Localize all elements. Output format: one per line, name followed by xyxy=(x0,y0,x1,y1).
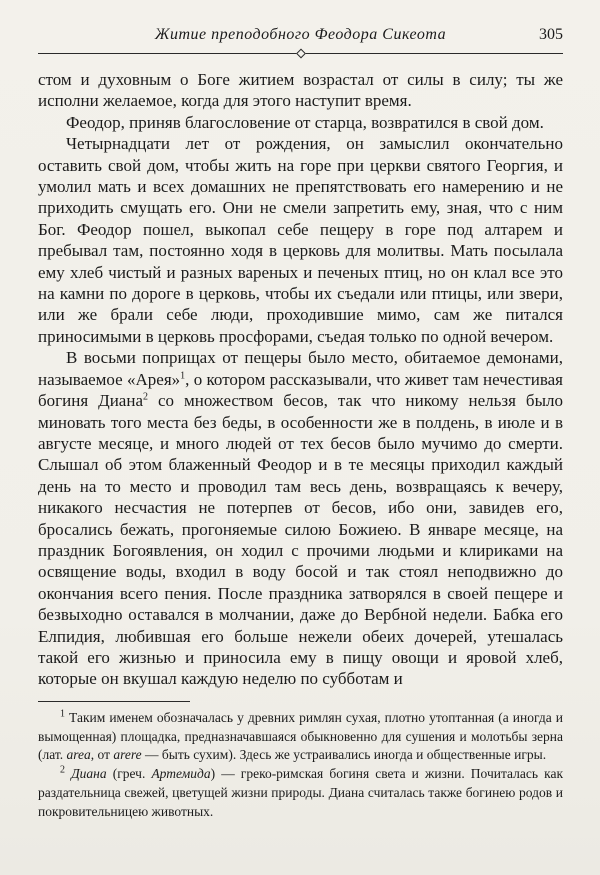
text-segment: (греч. xyxy=(106,766,152,782)
text-segment: Таким именем обозначалась у древних римлян сухая, плотно утоптанная (а иногда и вымощенная) площадка, предназначавшаяся обыкновенно для сушения и молотьбы зерна (лат. xyxy=(38,709,563,763)
header-title: Житие преподобного Феодора Сикеота xyxy=(154,26,447,43)
text-segment: со множеством бесов, так что никому нельзя было миновать того места без беды, в особенности же в полдень, в июле и в августе месяце, и много людей от тех бесов было мучимо до смерти. Слышал об этом блаженный Феодор и в те месяцы приходил каждый день на то место и проводил там весь день, возвращаясь к вечеру, никакого несчастия не потерпев от бесов, ибо они, завидев его, бросались бежать, прогоняемые силою Божиею. В январе месяце, на праздник Богоявления, он ходил с прочими людьми и клириками на освящение воды, входил в воду босой и так стоял неподвижно до окончания всего пения. После праздника затворялся в своей пещере и безвыходно оставался в молчании, даже до Вербной недели. Бабка его Елпидия, любившая его больше нежели обеих дочерей, утешалась такой его жизнью и приносила ему в пищу овощи и яровой хлеб, которые он вкушал каждую неделю по субботам и xyxy=(38,391,563,689)
text-segment: arere xyxy=(113,747,142,763)
text-segment: area xyxy=(66,747,91,763)
text-segment: В восьми поприщах от пещеры было место, обитаемое демонами, называемое «Арея» xyxy=(38,348,563,389)
text-segment: Феодор, приняв благословение от старца, возвратился в свой дом. xyxy=(66,112,544,132)
footnote-ref: 1 xyxy=(60,708,65,720)
diamond-ornament-icon xyxy=(296,49,306,59)
footnote-ref: 1 xyxy=(180,370,186,382)
body-paragraphs xyxy=(38,69,563,690)
footnote xyxy=(38,709,563,765)
footnote-ref: 2 xyxy=(60,764,65,776)
paragraph xyxy=(38,133,563,347)
text-segment: стом и духовным о Боге житием возрастал от силы в силу; ты же исполни желаемое, когда для этого наступит время. xyxy=(38,70,563,111)
paragraph xyxy=(38,69,563,112)
text-segment: — быть сухим). Здесь же устраивались иногда и общественные игры. xyxy=(141,747,547,763)
paragraph xyxy=(38,112,563,133)
page-number: 305 xyxy=(539,26,563,43)
text-segment: Диана xyxy=(71,766,107,782)
footnote-divider xyxy=(38,701,190,702)
text-segment: Артемида xyxy=(151,766,211,782)
paragraph xyxy=(38,347,563,690)
footnote-ref: 2 xyxy=(143,391,148,403)
header-rule xyxy=(38,53,563,54)
text-segment: Четырнадцати лет от рождения, он замыслил окончательно оставить свой дом, чтобы жить на горе при церкви святого Георгия, и умолил мать и всех домашних не препятствовать его намерению и не приходить смущать его. Они не смели запретить ему, зная, что с ним Бог. Феодор пошел, выкопал себе пещеру в горе под алтарем и пребывал там, постоянно ходя в церковь для молитвы. Мать посылала ему хлеб чистый и разных вареных и печеных птиц, но он клал все это на камни по дороге в церковь, чтобы их съедали или птицы, или звери, или же брали себе люди, проходившие мимо, сам же питался приносимыми в церковь просфорами, съедая только по одной вечером. xyxy=(38,134,563,346)
footnotes-list xyxy=(38,709,563,822)
running-header xyxy=(38,26,563,50)
text-segment: ) — греко-римская богиня света и жизни. Почиталась как раздательница свежей, цветущей жизни природы. Диана считалась также богинею родов и покровительницею животных. xyxy=(38,766,564,819)
text-segment: , от xyxy=(90,747,114,763)
text-segment: , о котором рассказывали, что живет там нечестивая богиня Диана xyxy=(38,369,563,411)
footnote xyxy=(38,765,563,821)
